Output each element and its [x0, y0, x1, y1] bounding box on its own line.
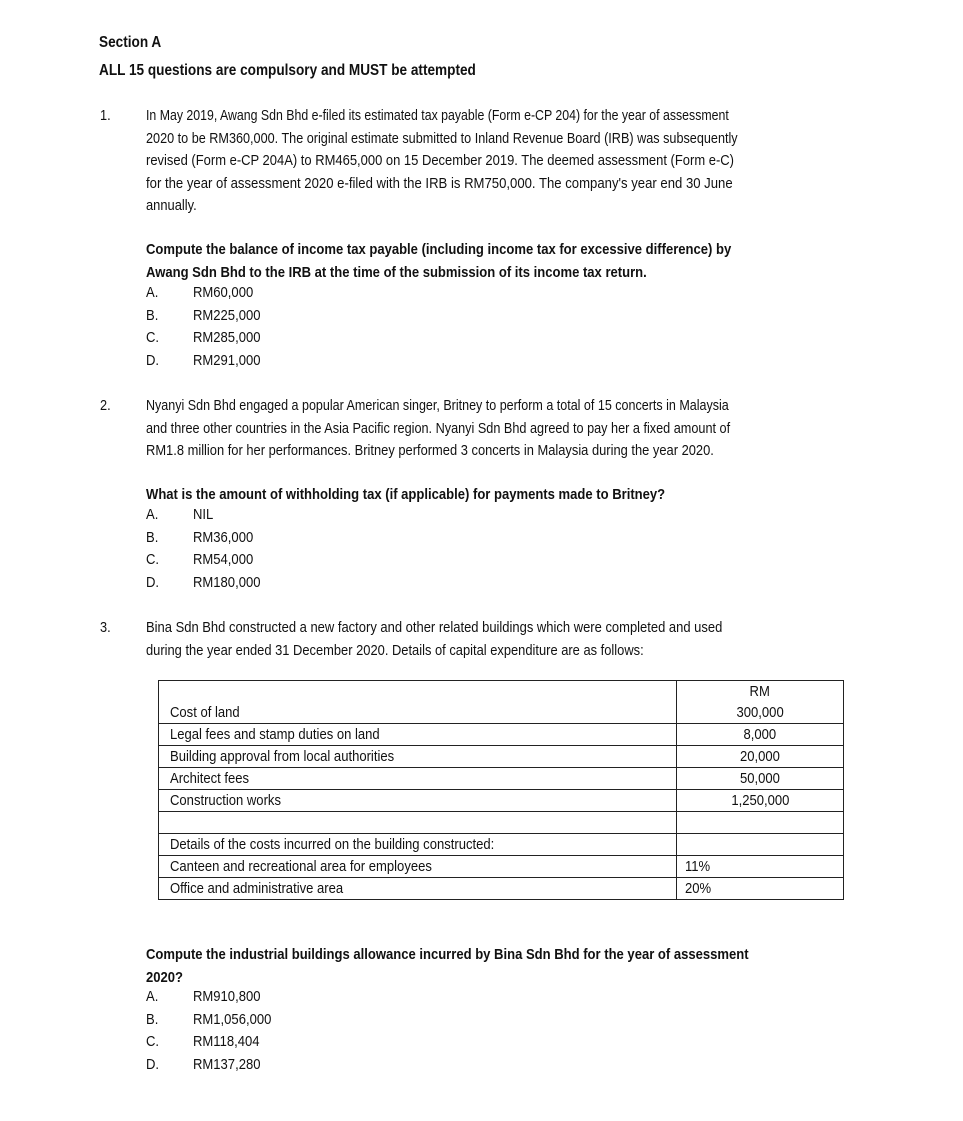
prompt-line: 2020?	[146, 968, 184, 986]
table-cell	[677, 790, 844, 812]
table-cell	[677, 878, 844, 900]
table-cell	[159, 878, 677, 900]
table-cell	[677, 702, 844, 724]
section-title: Section A	[99, 34, 162, 51]
question-1-prompt	[146, 239, 819, 284]
detail-value: 11%	[685, 858, 711, 875]
option-text: RM36,000	[193, 528, 254, 546]
question-3-stem	[146, 617, 841, 662]
stem-line: annually.	[146, 197, 197, 214]
table-cell	[159, 834, 677, 856]
option-letter: B.	[146, 528, 159, 546]
question-2-prompt	[146, 484, 743, 507]
table-header-row	[159, 681, 844, 703]
option-text: RM118,404	[193, 1033, 260, 1051]
table-cell	[159, 681, 677, 703]
table-cell	[159, 790, 677, 812]
stem-line: Nyanyi Sdn Bhd engaged a popular American singer, Britney to perform a total of 15 concerts in Malaysia	[146, 397, 729, 414]
question-3-number: 3.	[100, 619, 111, 636]
prompt-line: Compute the balance of income tax payable (including income tax for excessive difference) by	[146, 241, 732, 258]
table-cell	[677, 834, 844, 856]
capital-expenditure-table	[158, 680, 844, 900]
table-cell	[677, 681, 844, 703]
question-3-prompt	[146, 944, 839, 989]
option-text: RM291,000	[193, 351, 261, 369]
table-cell	[677, 856, 844, 878]
table-cell	[159, 812, 677, 834]
unit-header: RM	[749, 683, 771, 700]
table-cell	[677, 768, 844, 790]
table-cell	[159, 702, 677, 724]
option-text: RM910,800	[193, 988, 261, 1005]
stem-line: revised (Form e-CP 204A) to RM465,000 on 15 December 2019. The deemed assessment (Form e-C)	[146, 152, 734, 169]
table-spacer-row	[159, 812, 844, 834]
question-1-number: 1.	[100, 107, 111, 124]
option-letter: B.	[146, 306, 159, 324]
cost-value: 300,000	[736, 704, 784, 721]
stem-line: Bina Sdn Bhd constructed a new factory and other related buildings which were completed and used	[146, 619, 723, 636]
prompt-line: What is the amount of withholding tax (if applicable) for payments made to Britney?	[146, 486, 666, 503]
stem-line: for the year of assessment 2020 e-filed with the IRB is RM750,000. The company's year end 30 June	[146, 174, 733, 192]
cost-label: Construction works	[170, 792, 281, 809]
table-row	[159, 724, 844, 746]
cost-value: 8,000	[743, 726, 777, 743]
cost-label: Legal fees and stamp duties on land	[170, 726, 380, 743]
cost-value: 1,250,000	[730, 792, 790, 809]
option-text: RM285,000	[193, 329, 261, 347]
table-cell	[677, 746, 844, 768]
option-letter: A.	[146, 988, 159, 1005]
option-text: RM137,280	[193, 1055, 261, 1073]
table-row	[159, 702, 844, 724]
table-row	[159, 768, 844, 790]
table-row	[159, 856, 844, 878]
prompt-line: Awang Sdn Bhd to the IRB at the time of the submission of its income tax return.	[146, 263, 647, 281]
stem-line: 2020 to be RM360,000. The original estimate submitted to Inland Revenue Board (IRB) was subsequently	[146, 129, 738, 147]
table-row	[159, 746, 844, 768]
table-cell	[159, 746, 677, 768]
stem-line: and three other countries in the Asia Pacific region. Nyanyi Sdn Bhd agreed to pay her a fixed amount of	[146, 419, 731, 437]
option-text: RM54,000	[193, 551, 254, 569]
question-2-number: 2.	[100, 397, 111, 414]
detail-label: Canteen and recreational area for employees	[170, 858, 432, 875]
cost-label: Architect fees	[170, 770, 250, 787]
prompt-line: Compute the industrial buildings allowance incurred by Bina Sdn Bhd for the year of assessment	[146, 946, 749, 963]
detail-value: 20%	[685, 880, 712, 897]
table-cell	[159, 856, 677, 878]
cost-value: 50,000	[740, 770, 780, 787]
cost-label: Cost of land	[170, 704, 240, 721]
option-letter: C.	[146, 1033, 160, 1051]
option-letter: C.	[146, 551, 160, 569]
option-letter: D.	[146, 573, 160, 591]
table-cell	[677, 724, 844, 746]
question-2-stem	[146, 395, 841, 463]
option-text: NIL	[193, 506, 214, 523]
table-cell	[677, 812, 844, 834]
details-heading: Details of the costs incurred on the building constructed:	[170, 836, 495, 853]
stem-line: In May 2019, Awang Sdn Bhd e-filed its estimated tax payable (Form e-CP 204) for the year of assessment	[146, 107, 729, 124]
table-cell	[159, 768, 677, 790]
detail-label: Office and administrative area	[170, 880, 344, 897]
table-row	[159, 790, 844, 812]
table-cell	[159, 724, 677, 746]
option-text: RM180,000	[193, 573, 261, 591]
table-row	[159, 834, 844, 856]
option-letter: B.	[146, 1010, 159, 1028]
option-letter: D.	[146, 1055, 160, 1073]
option-letter: A.	[146, 284, 159, 301]
stem-line: RM1.8 million for her performances. Britney performed 3 concerts in Malaysia during the year 2020.	[146, 442, 714, 459]
option-text: RM60,000	[193, 284, 254, 301]
stem-line: during the year ended 31 December 2020. Details of capital expenditure are as follows:	[146, 641, 644, 659]
table-row	[159, 878, 844, 900]
cost-value: 20,000	[740, 748, 780, 765]
option-letter: A.	[146, 506, 159, 523]
cost-label: Building approval from local authorities	[170, 748, 395, 765]
option-text: RM1,056,000	[193, 1010, 272, 1028]
option-text: RM225,000	[193, 306, 261, 324]
option-letter: C.	[146, 329, 160, 347]
option-letter: D.	[146, 351, 160, 369]
question-1-stem	[146, 105, 841, 218]
section-instruction: ALL 15 questions are compulsory and MUST be attempted	[99, 62, 476, 79]
